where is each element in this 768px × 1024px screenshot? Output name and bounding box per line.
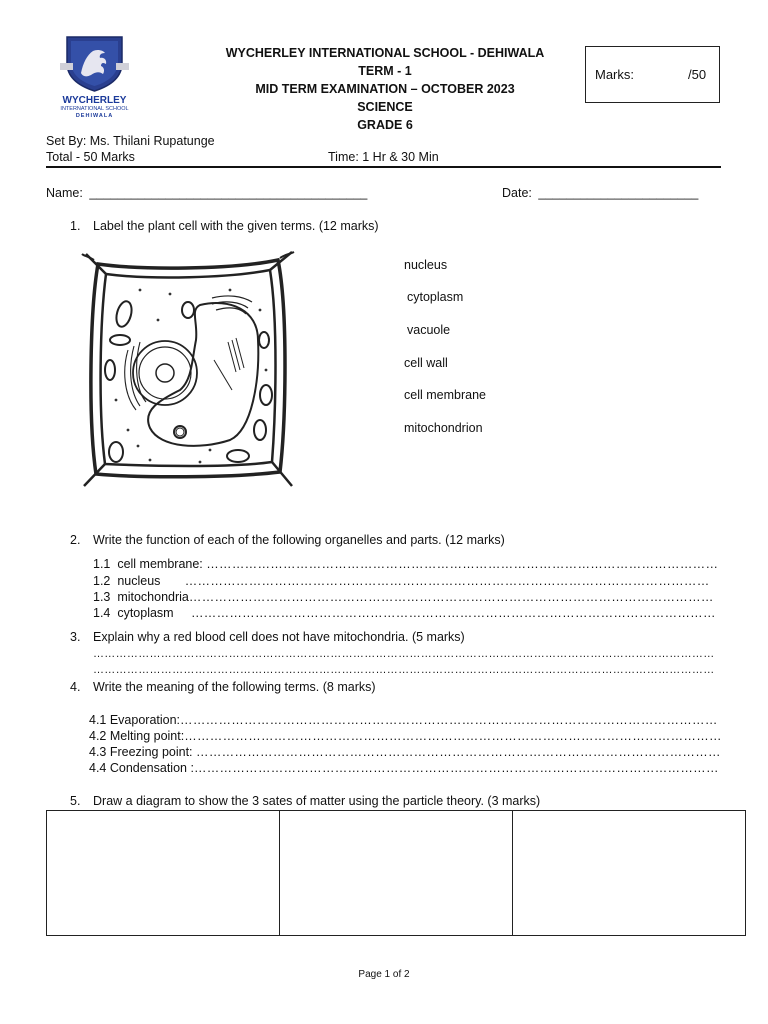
question-4 — [70, 680, 376, 694]
answer-line[interactable]: 4.1 Evaporation:……………………………………………………………………………………………………………… — [89, 713, 718, 727]
date-row — [502, 186, 698, 200]
crest-icon — [57, 33, 132, 93]
question-text: Label the plant cell with the given terms. (12 marks) — [93, 219, 379, 233]
question-text: Write the meaning of the following terms. (8 marks) — [93, 680, 376, 694]
logo-line1: INTERNATIONAL SCHOOL — [60, 106, 129, 112]
question-1 — [70, 219, 379, 233]
term-label: TERM - 1 — [358, 64, 412, 78]
name-label: Name: — [46, 186, 83, 200]
term-cell-membrane: cell membrane — [404, 388, 486, 402]
drawing-cell[interactable] — [513, 811, 745, 935]
school-title: WYCHERLEY INTERNATIONAL SCHOOL - DEHIWALA — [225, 46, 545, 60]
term-mitochondrion: mitochondrion — [404, 421, 483, 435]
question-2 — [70, 533, 505, 547]
marks-total: /50 — [688, 67, 707, 82]
drawing-cell[interactable] — [47, 811, 280, 935]
question-number: 3. — [70, 630, 81, 644]
exam-title: MID TERM EXAMINATION – OCTOBER 2023 — [255, 82, 515, 96]
plant-cell-diagram — [80, 250, 295, 490]
question-5 — [70, 794, 540, 808]
question-text: Explain why a red blood cell does not have mitochondria. (5 marks) — [93, 630, 465, 644]
term-cytoplasm: cytoplasm — [407, 290, 464, 304]
grade-label: GRADE 6 — [357, 118, 413, 132]
question-3 — [70, 630, 465, 644]
exam-header — [180, 44, 590, 134]
date-field[interactable]: _______________________ — [538, 186, 699, 200]
answer-line[interactable]: 4.3 Freezing point: …………………………………………………………………………………………………………… — [89, 745, 721, 759]
question-number: 5. — [70, 794, 81, 808]
question-number: 1. — [70, 219, 81, 233]
answer-line[interactable]: ………………………………………………………………………………………………………………………………………………… — [93, 664, 715, 676]
answer-line[interactable]: ………………………………………………………………………………………………………………………………………………… — [93, 648, 715, 660]
marks-label: Marks: — [595, 67, 634, 82]
question-text: Write the function of each of the following organelles and parts. (12 marks) — [93, 533, 505, 547]
page-number: Page 1 of 2 — [358, 969, 410, 980]
name-row — [46, 186, 367, 200]
answer-line[interactable]: 1.4 cytoplasm …………………………………………………………………………………………………………… — [93, 606, 716, 620]
header-divider — [46, 166, 721, 168]
total-marks: Total - 50 Marks — [46, 150, 135, 164]
question-text: Draw a diagram to show the 3 sates of matter using the particle theory. (3 marks) — [93, 794, 541, 808]
logo-line2: DEHIWALA — [75, 113, 114, 119]
school-logo — [57, 33, 132, 119]
date-label: Date: — [502, 186, 532, 200]
name-field[interactable]: ________________________________________ — [89, 186, 368, 200]
answer-line[interactable]: 4.4 Condensation :…………………………………………………………………………………………………………… — [89, 761, 719, 775]
answer-line[interactable]: 4.2 Melting point:……………………………………………………………………………………………………………… — [89, 729, 722, 743]
question-number: 4. — [70, 680, 81, 694]
drawing-table — [46, 810, 746, 936]
term-cell-wall: cell wall — [404, 356, 448, 370]
exam-time: Time: 1 Hr & 30 Min — [328, 150, 439, 164]
subject-label: SCIENCE — [357, 100, 413, 114]
set-by: Set By: Ms. Thilani Rupatunge — [46, 134, 215, 148]
drawing-cell[interactable] — [280, 811, 513, 935]
marks-box — [585, 46, 720, 103]
term-nucleus: nucleus — [404, 258, 448, 272]
answer-line[interactable]: 1.1 cell membrane: ………………………………………………………………………………………………………… — [93, 557, 719, 571]
question-number: 2. — [70, 533, 81, 547]
answer-line[interactable]: 1.2 nucleus …………………………………………………………………………………………………………… — [93, 574, 710, 588]
term-vacuole: vacuole — [407, 323, 451, 337]
logo-name: WYCHERLEY — [62, 95, 127, 106]
answer-line[interactable]: 1.3 mitochondria…………………………………………………………………………………………………………… — [93, 590, 714, 604]
